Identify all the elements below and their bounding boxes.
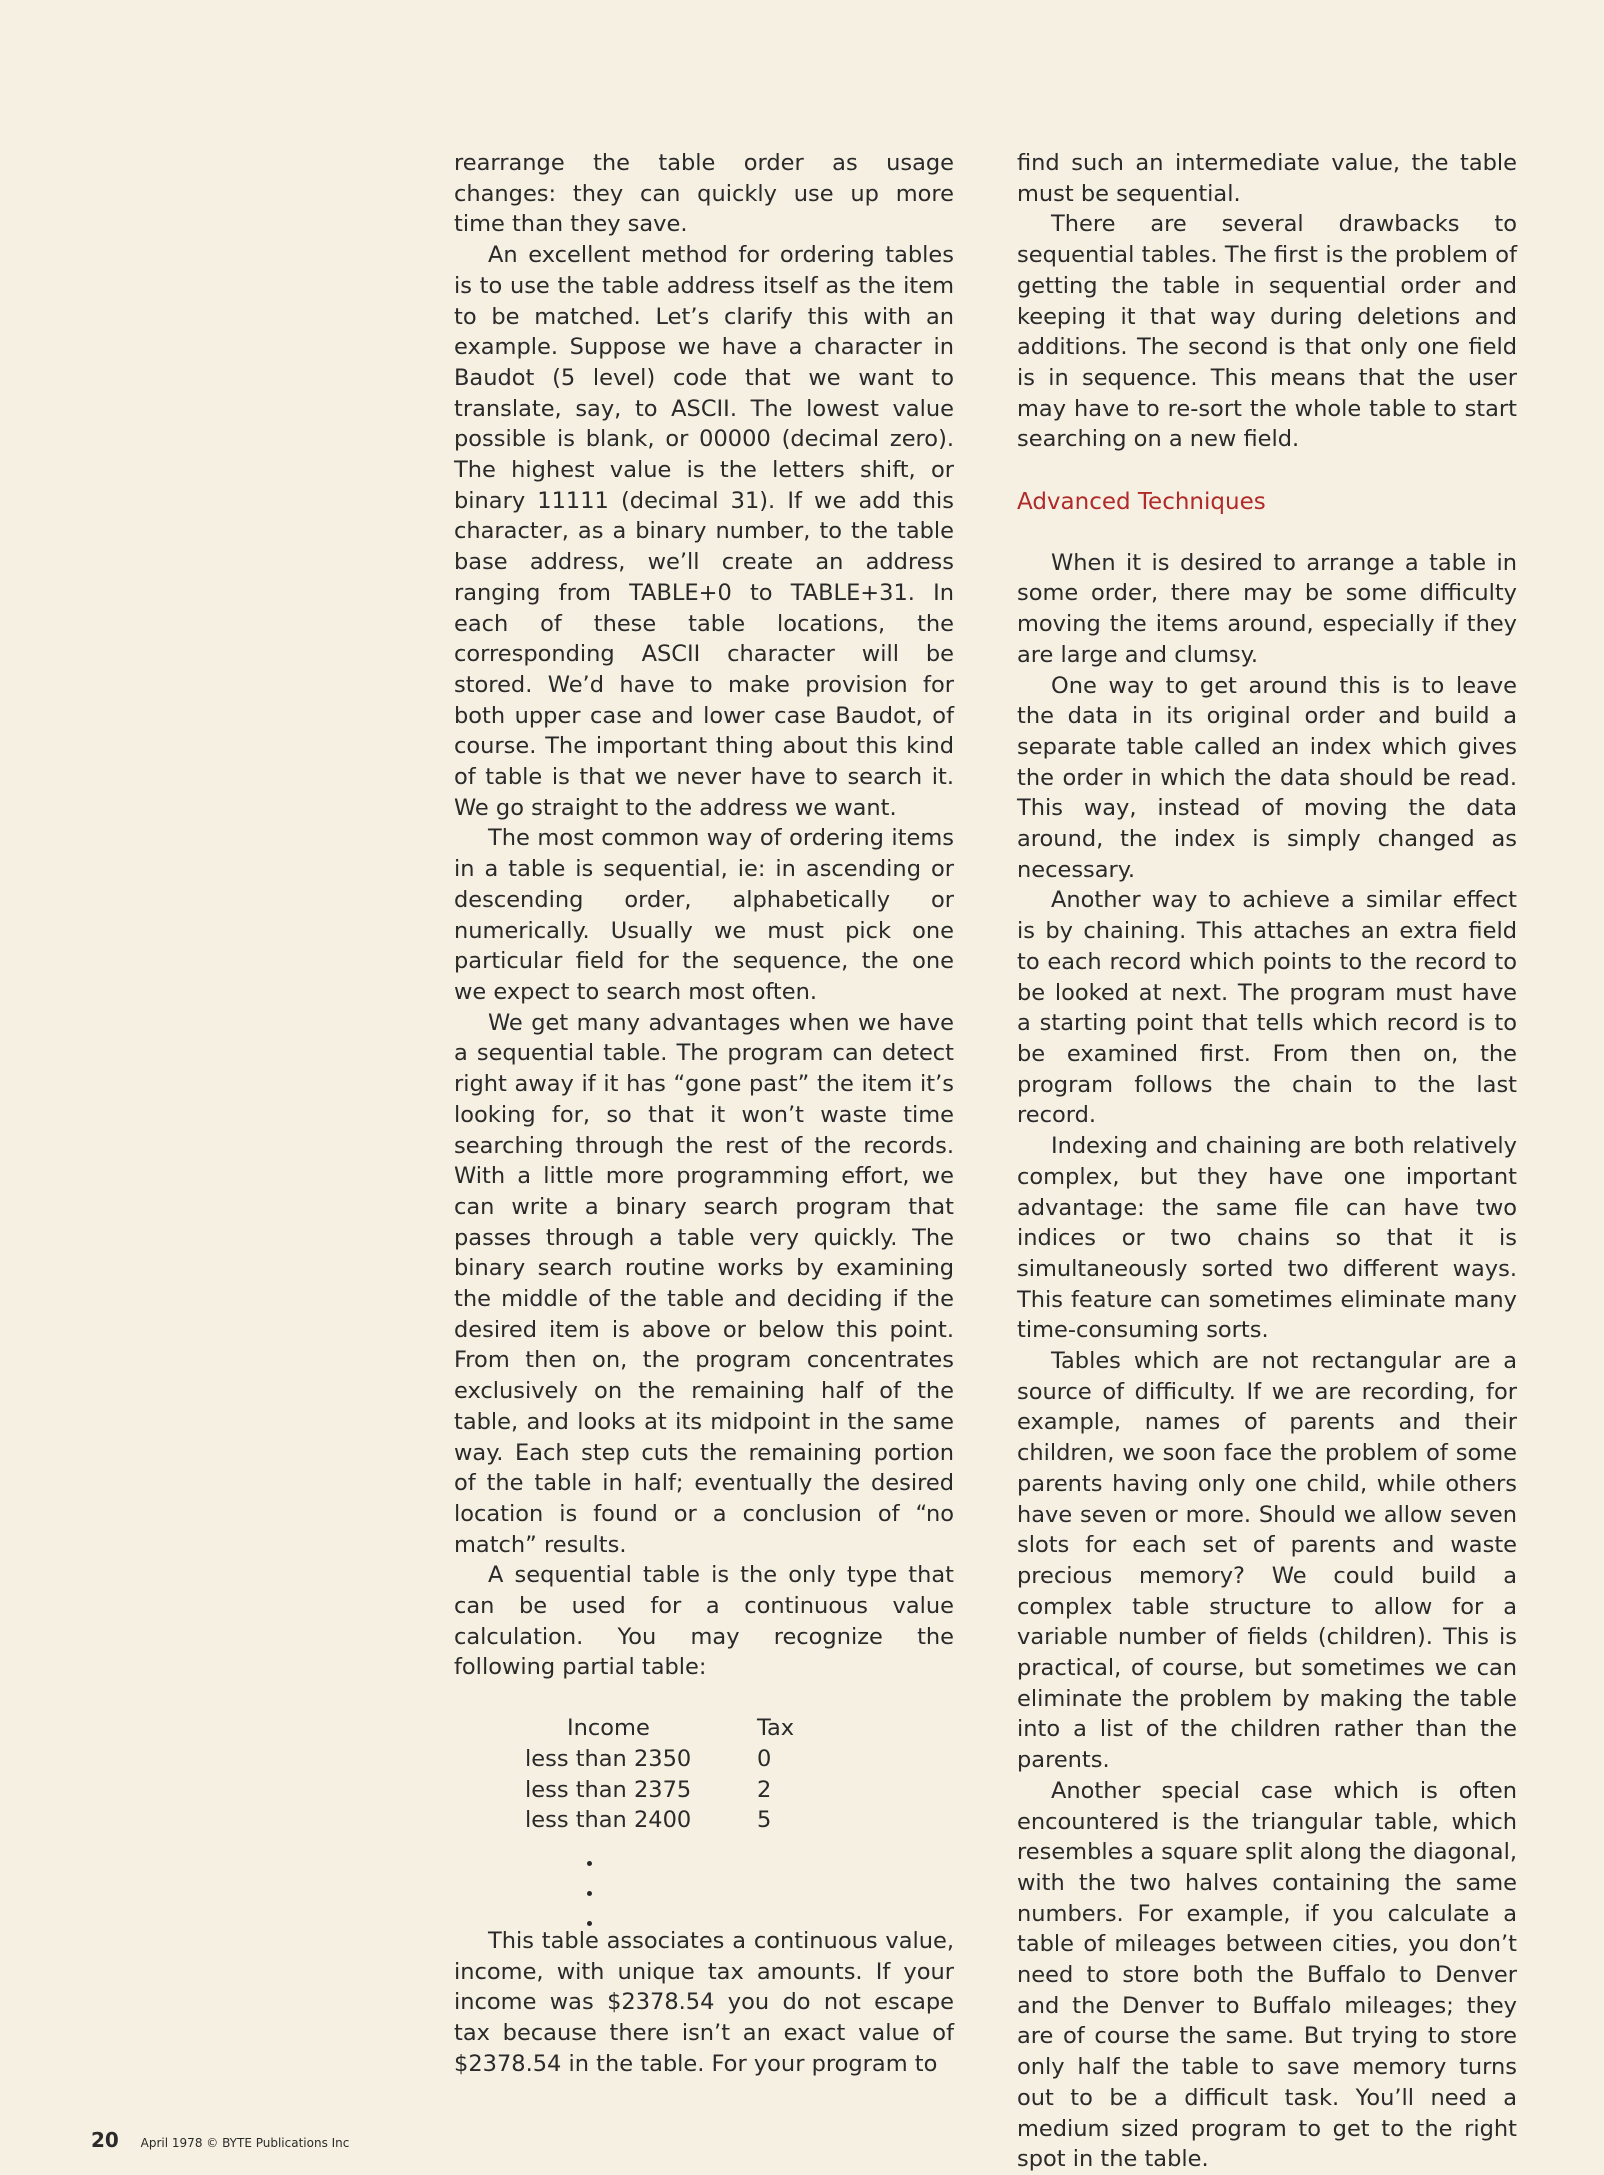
tax-table bbox=[525, 1713, 794, 1836]
tax-table-header-row bbox=[525, 1713, 794, 1744]
paragraph: This table associates a continuous value, income, with unique tax amounts. If your income was $2378.54 you do not escape tax because there isn’t an exact value of $2378.54 in the table. For your program to bbox=[454, 1927, 954, 2077]
paragraph: Tables which are not rectangular are a source of difficulty. If we are recording, for example, names of parents and their children, we soon face the problem of some parents having only one child, while others have seven or more. Should we allow seven slots for each set of parents and waste precious memory? We could build a complex table structure to allow for a variable number of fields (children). This is practical, of course, but sometimes we can eliminate the problem by making the table into a list of the children rather than the parents. bbox=[1017, 1348, 1517, 1774]
income-cell: less than 2375 bbox=[525, 1776, 692, 1803]
ellipsis-dots bbox=[587, 1861, 954, 1926]
dot-icon bbox=[587, 1861, 592, 1866]
paragraph: find such an intermediate value, the table must be sequential. bbox=[1017, 150, 1517, 207]
dot-icon bbox=[587, 1891, 592, 1896]
table-row bbox=[525, 1775, 794, 1806]
tax-cell: 2 bbox=[757, 1776, 772, 1803]
right-column bbox=[1017, 148, 1517, 2175]
tax-cell: 5 bbox=[757, 1807, 772, 1834]
paragraph: A sequential table is the only type that can be used for a continuous value calculation. You may recognize the following partial table: bbox=[454, 1562, 954, 1681]
paragraph: The most common way of ordering items in a table is sequential, ie: in ascending or descending order, alphabetically or numerically. Usually we must pick one particular field for the sequence, the one we expect to search most often. bbox=[454, 825, 954, 1005]
table-row bbox=[525, 1805, 794, 1836]
paragraph: Indexing and chaining are both relatively complex, but they have one important advantage: the same file can have two indices or two chains so that it is simultaneously sorted two different ways. This feature can sometimes eliminate many time-consuming sorts. bbox=[1017, 1133, 1517, 1344]
paragraph: rearrange the table order as usage changes: they can quickly use up more time than they save. bbox=[454, 150, 954, 238]
tax-cell: 0 bbox=[757, 1745, 772, 1772]
page-footer bbox=[91, 2128, 349, 2152]
paragraph: When it is desired to arrange a table in some order, there may be some difficulty moving the items around, especially if they are large and clumsy. bbox=[1017, 549, 1517, 668]
paragraph: There are several drawbacks to sequential tables. The first is the problem of getting the table in sequential order and keeping it that way during deletions and additions. The second is that only one field is in sequence. This means that the user may have to re-sort the whole table to start searching on a new field. bbox=[1017, 211, 1517, 453]
left-column bbox=[454, 148, 954, 2079]
paragraph: Another special case which is often encountered is the triangular table, which resembles a square split along the diagonal, with the two halves containing the same numbers. For example, if you calculate a table of mileages between cities, you don’t need to store both the Buffalo to Denver and the Denver to Buffalo mileages; they are of course the same. But trying to store only half the table to save memory turns out to be a difficult task. You’ll need a medium sized program to get to the right spot in the table. bbox=[1017, 1777, 1517, 2173]
page-number: 20 bbox=[91, 2128, 119, 2152]
paragraph: One way to get around this is to leave the data in its original order and build a separate table called an index which gives the order in which the data should be read. This way, instead of moving the data around, the index is simply changed as necessary. bbox=[1017, 672, 1517, 883]
income-cell: less than 2350 bbox=[525, 1745, 692, 1772]
publication-credit: April 1978 © BYTE Publications Inc bbox=[140, 2136, 350, 2150]
table-row bbox=[525, 1744, 794, 1775]
paragraph: Another way to achieve a similar effect is by chaining. This attaches an extra field to each record which points to the record to be looked at next. The program must have a starting point that tells which record is to be examined first. From then on, the program follows the chain to the last record. bbox=[1017, 887, 1517, 1129]
paragraph: We get many advantages when we have a sequential table. The program can detect right away if it has “gone past” the item it’s looking for, so that it won’t waste time searching through the rest of the records. With a little more programming effort, we can write a binary search program that passes through a table very quickly. The binary search routine works by examining the middle of the table and deciding if the desired item is above or below this point. From then on, the program concentrates exclusively on the remaining half of the table, and looks at its midpoint in the same way. Each step cuts the remaining portion of the table in half; eventually the desired location is found or a conclusion of “no match” results. bbox=[454, 1009, 954, 1558]
paragraph: An excellent method for ordering tables is to use the table address itself as the item to be matched. Let’s clarify this with an example. Suppose we have a character in Baudot (5 level) code that we want to translate, say, to ASCII. The lowest value possible is blank, or 00000 (decimal zero). The highest value is the letters shift, or binary 11111 (decimal 31). If we add this character, as a binary number, to the table base address, we’ll create an address ranging from TABLE+0 to TABLE+31. In each of these table locations, the corresponding ASCII character will be stored. We’d have to make provision for both upper case and lower case Baudot, of course. The important thing about this kind of table is that we never have to search it. We go straight to the address we want. bbox=[454, 242, 954, 821]
section-heading: Advanced Techniques bbox=[1017, 489, 1266, 516]
income-cell: less than 2400 bbox=[525, 1807, 692, 1834]
tax-header: Tax bbox=[757, 1715, 795, 1742]
income-header: Income bbox=[567, 1715, 650, 1742]
